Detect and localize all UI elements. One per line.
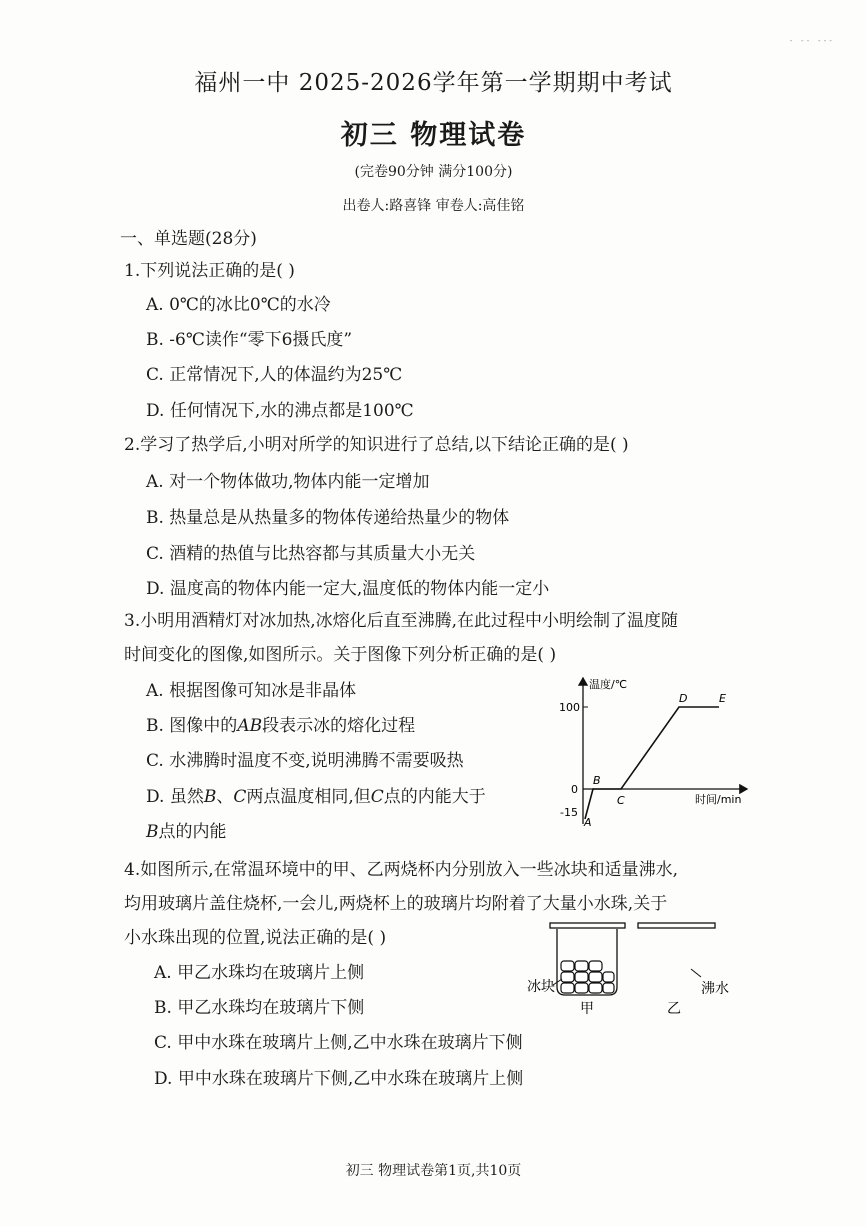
corner-scan-mark: - -- --- (789, 36, 835, 45)
tick-label-100: 100 (559, 701, 580, 714)
point-c-ref-2: C (370, 787, 384, 807)
question-4-option-a: A. 甲乙水珠均在玻璃片上侧 (154, 963, 365, 983)
question-2-stem: 2.学习了热学后,小明对所学的知识进行了总结,以下结论正确的是( ) (124, 435, 629, 455)
water-label-leader (691, 969, 701, 977)
segment-ab: AB (237, 716, 263, 736)
question-4-option-b: B. 甲乙水珠均在玻璃片下侧 (154, 998, 365, 1018)
question-4-stem-line-2: 均用玻璃片盖住烧杯,一会儿,两烧杯上的玻璃片均附着了大量小水珠,关于 (124, 894, 668, 914)
question-2-option-d: D. 温度高的物体内能一定大,温度低的物体内能一定小 (146, 579, 550, 599)
page-footer: 初三 物理试卷第1页,共10页 (345, 1163, 522, 1179)
beakers-figure (525, 915, 750, 1020)
beaker-a-label: 甲 (580, 1001, 594, 1017)
question-3-stem-line-2: 时间变化的图像,如图所示。关于图像下列分析正确的是( ) (124, 645, 557, 665)
ice-label: 冰块 (527, 979, 555, 995)
option-d-middle: 两点温度相同,但 (246, 787, 371, 807)
question-3-option-b (146, 711, 415, 736)
beaker-b-label: 乙 (667, 1001, 681, 1017)
question-3-option-c: C. 水沸腾时温度不变,说明沸腾不需要吸热 (146, 751, 464, 771)
point-label-a: A (584, 816, 592, 829)
authors-line: 出卷人:路喜锋 审卷人:高佳铭 (342, 198, 525, 214)
question-2-option-c: C. 酒精的热值与比热容都与其质量大小无关 (146, 544, 476, 564)
point-label-e: E (719, 692, 726, 705)
point-label-c: C (617, 794, 625, 807)
point-label-d: D (679, 692, 688, 705)
water-label: 沸水 (701, 981, 729, 997)
question-4-stem-line-1: 4.如图所示,在常温环境中的甲、乙两烧杯内分别放入一些冰块和适量沸水, (124, 860, 679, 880)
question-3-option-a: A. 根据图像可知冰是非晶体 (146, 681, 357, 701)
question-3-option-d (146, 782, 486, 807)
option-d-prefix: D. 虽然 (146, 787, 204, 807)
glass-plate-a (550, 923, 625, 928)
question-1-option-a: A. 0℃的冰比0℃的水冷 (146, 295, 331, 315)
section-heading: 一、单选题(28分) (120, 229, 257, 249)
question-1-option-b: B. -6℃读作“零下6摄氏度” (146, 330, 353, 350)
option-b-prefix: B. 图像中的 (146, 716, 238, 736)
exam-info: (完卷90分钟 满分100分) (354, 164, 513, 180)
point-label-b: B (593, 774, 601, 787)
paper-title: 初三 物理试卷 (340, 120, 527, 151)
question-1-stem: 1.下列说法正确的是( ) (124, 261, 295, 281)
y-axis-label: 温度/℃ (589, 678, 628, 691)
question-3-option-d-cont (146, 817, 227, 842)
option-d-sep: 、 (216, 787, 234, 807)
tick-label-0: 0 (571, 783, 578, 796)
question-1-option-c: C. 正常情况下,人的体温约为25℃ (146, 365, 403, 385)
option-d-suffix: 点的内能大于 (383, 787, 486, 807)
point-c-ref: C (233, 787, 247, 807)
question-1-option-d: D. 任何情况下,水的沸点都是100℃ (146, 401, 414, 421)
point-b-ref: B (203, 787, 217, 807)
question-3-stem-line-1: 3.小明用酒精灯对冰加热,冰熔化后直至沸腾,在此过程中小明绘制了温度随 (124, 611, 679, 631)
ice-cubes (561, 961, 614, 993)
school-title: 福州一中 2025-2026学年第一学期期中考试 (194, 70, 673, 96)
question-2-option-b: B. 热量总是从热量多的物体传递给热量少的物体 (146, 508, 510, 528)
point-b-ref-3: B (146, 822, 159, 842)
tick-label-neg15: -15 (560, 806, 578, 819)
glass-plate-b (638, 923, 715, 928)
temperature-time-graph (555, 672, 755, 832)
option-b-suffix: 段表示冰的熔化过程 (262, 716, 416, 736)
question-4-option-c: C. 甲中水珠在玻璃片上侧,乙中水珠在玻璃片下侧 (154, 1033, 523, 1053)
question-4-stem-line-3: 小水珠出现的位置,说法正确的是( ) (124, 928, 387, 948)
question-2-option-a: A. 对一个物体做功,物体内能一定增加 (146, 472, 430, 492)
option-d-continuation: 点的内能 (158, 822, 227, 842)
x-axis-label: 时间/min (695, 793, 742, 806)
question-4-option-d: D. 甲中水珠在玻璃片下侧,乙中水珠在玻璃片上侧 (154, 1069, 524, 1089)
